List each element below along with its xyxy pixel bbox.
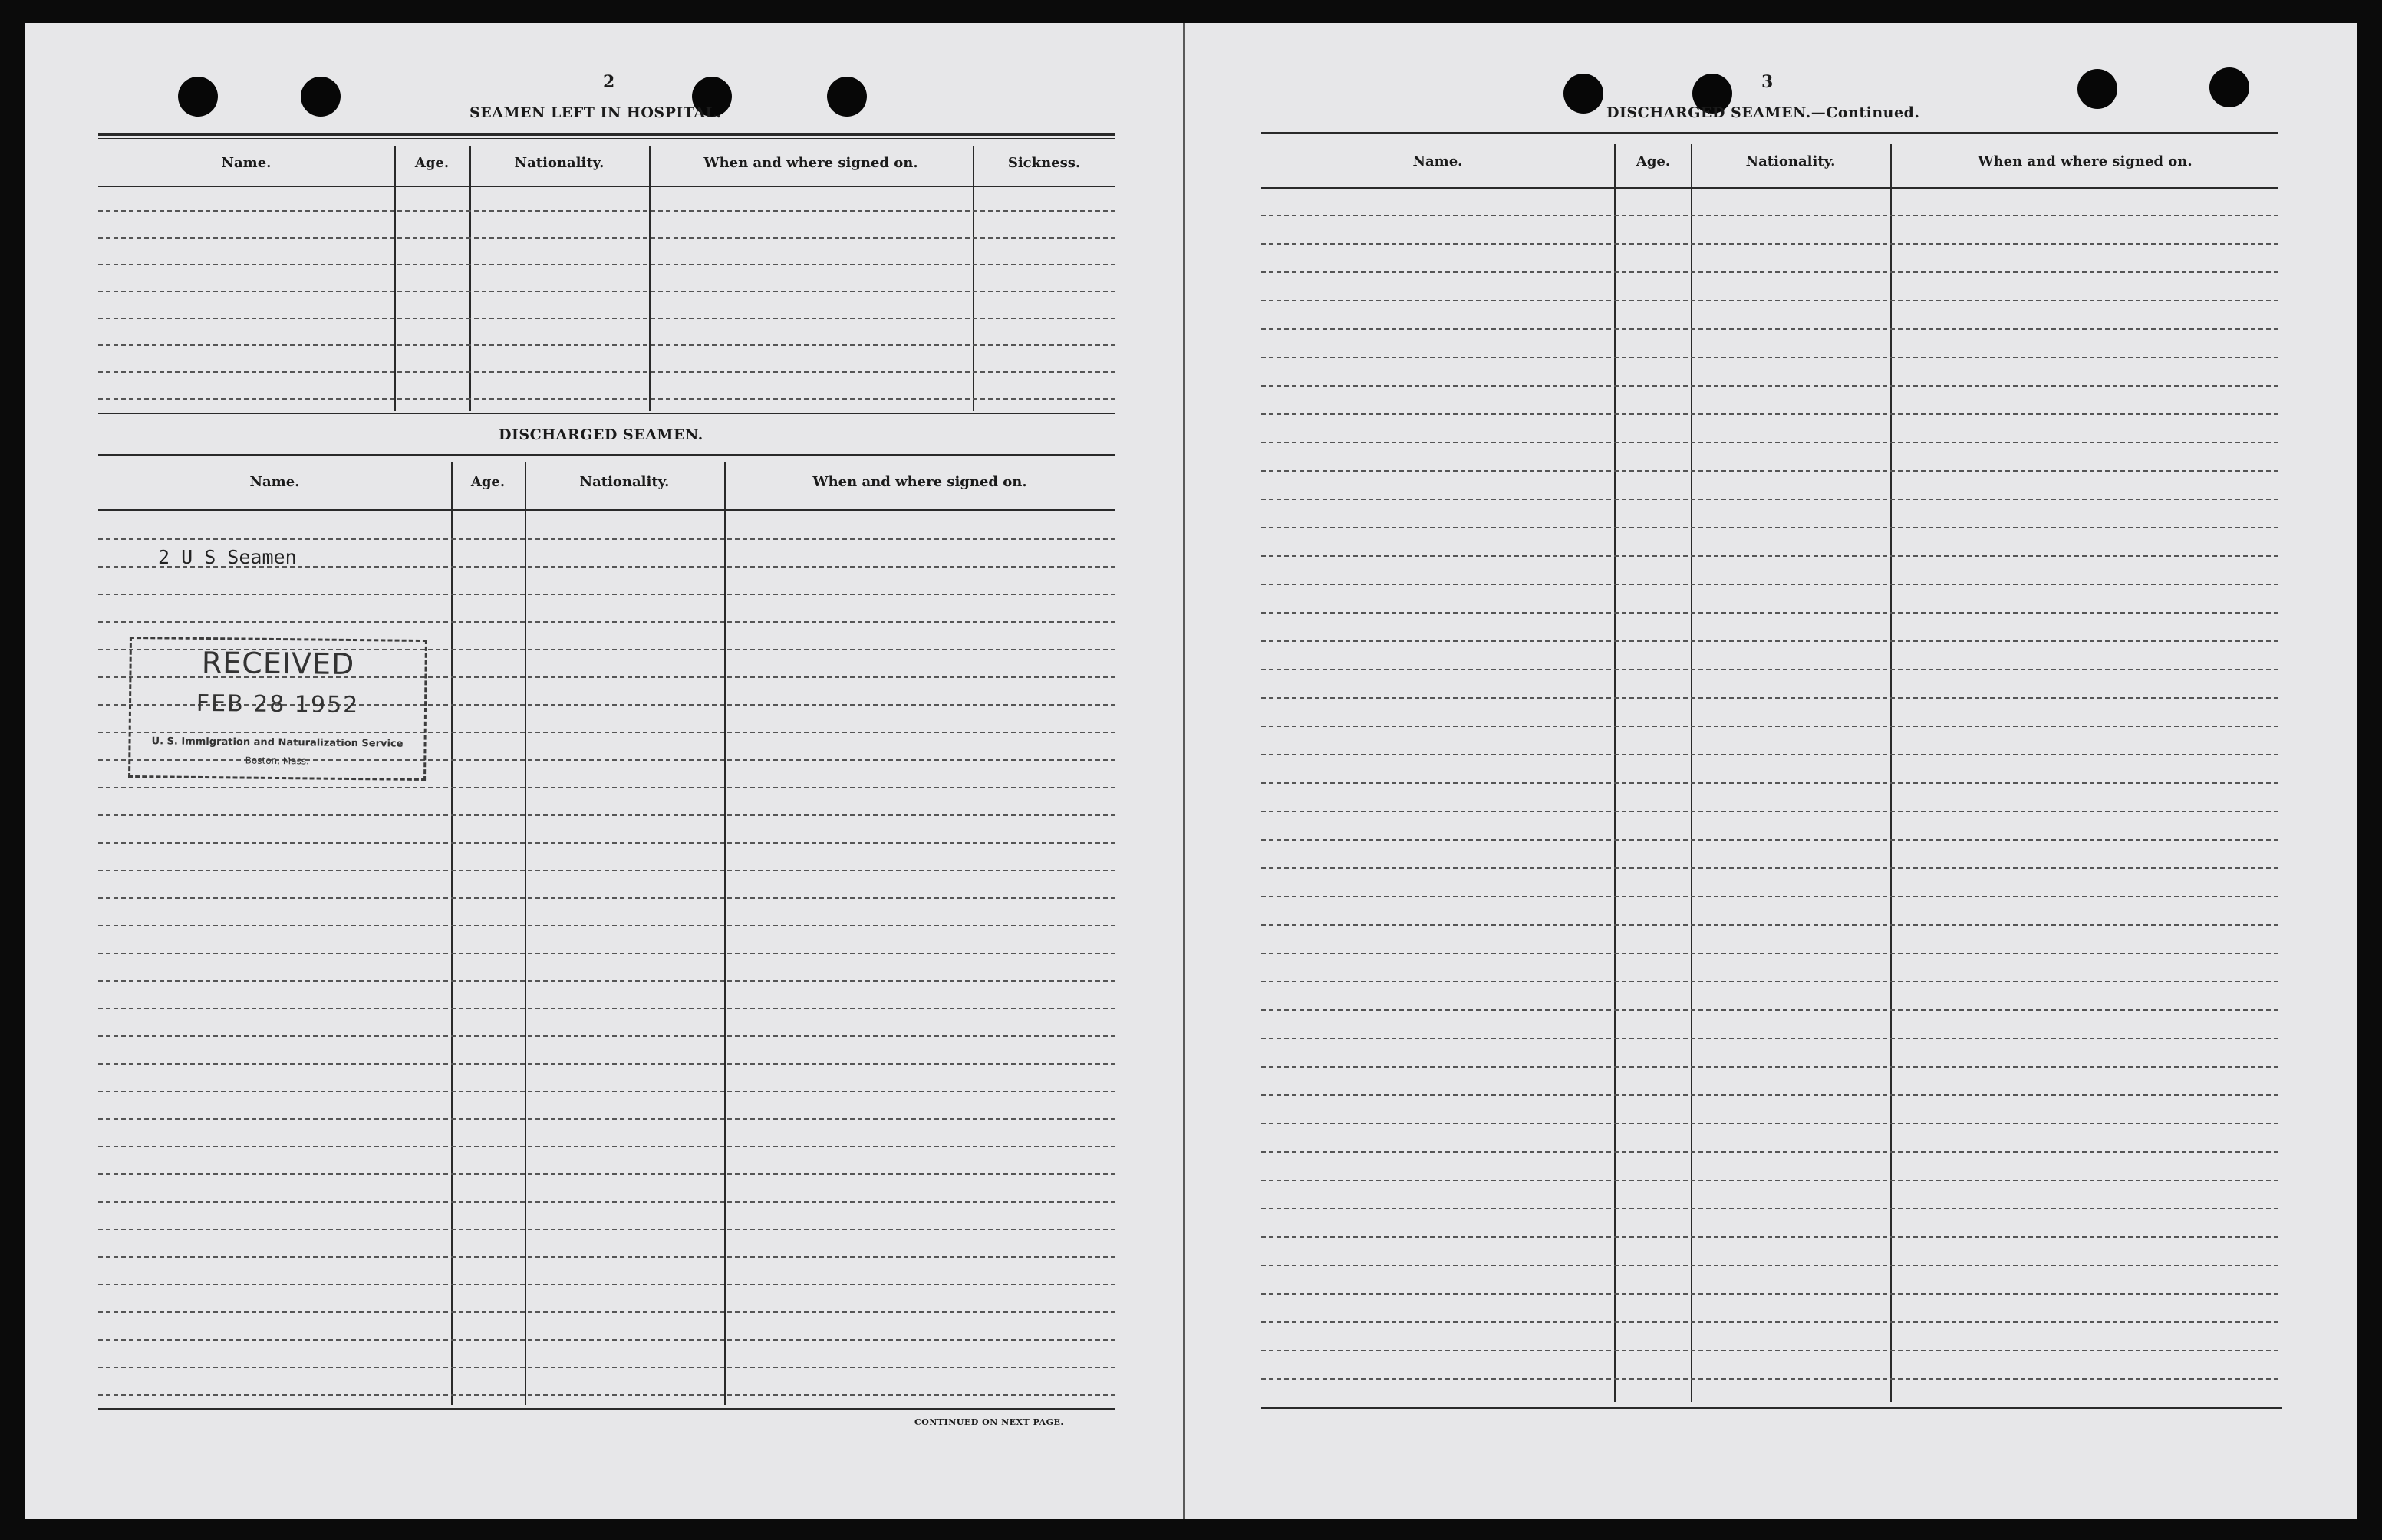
discharged-entry: 2 U S Seamen [158,546,297,568]
right-header-rule [1261,187,2278,189]
ruled-line [98,371,1115,373]
discharged-col-divider [451,462,453,1405]
ruled-line [1261,1066,2278,1068]
ruled-line [98,318,1115,319]
discharged-col-signed-on: When and where signed on. [812,474,1027,490]
ruled-line [98,870,1115,871]
ruled-line [98,621,1115,623]
ruled-line [1261,1180,2278,1181]
ruled-line [98,237,1115,239]
ruled-line [98,344,1115,346]
ruled-line [1261,584,2278,585]
ruled-line [1261,867,2278,869]
ruled-line [1261,896,2278,897]
punch-hole [2209,67,2249,107]
ruled-line [1261,413,2278,415]
ruled-line [1261,385,2278,387]
ruled-line [98,787,1115,788]
ruled-line [1261,924,2278,926]
ruled-line [1261,243,2278,245]
ruled-line [1261,669,2278,670]
ruled-line [1261,555,2278,557]
ruled-line [98,291,1115,292]
right-section-title: DISCHARGED SEAMEN.—Continued. [1606,104,1920,121]
right-col-divider [1691,144,1692,1402]
punch-hole [1563,74,1603,114]
hospital-bottom-rule [98,413,1115,414]
ruled-line [98,1201,1115,1203]
ruled-line [98,842,1115,844]
ruled-line [1261,697,2278,699]
right-top-rule [1261,132,2278,134]
hospital-section-title: SEAMEN LEFT IN HOSPITAL. [469,104,722,121]
discharged-bottom-rule [98,1408,1115,1410]
right-page-number: 3 [1761,72,1774,92]
ruled-line [1261,1208,2278,1209]
hospital-header-rule [98,186,1115,187]
ruled-line [1261,612,2278,614]
ruled-line [1261,357,2278,358]
ruled-line [1261,811,2278,812]
ruled-line [1261,1009,2278,1011]
ruled-line [98,210,1115,212]
ruled-line [98,1008,1115,1009]
right-bottom-rule [1261,1407,2282,1409]
ruled-line [1261,1123,2278,1124]
received-stamp [128,637,427,781]
right-col-nationality: Nationality. [1745,153,1836,169]
hospital-col-age: Age. [414,155,450,171]
hospital-top-rule-thin [98,138,1115,139]
ruled-line [98,814,1115,816]
hospital-col-signed-on: When and where signed on. [703,155,918,171]
ruled-line [1261,499,2278,500]
ruled-line [98,594,1115,595]
right-col-name: Name. [1412,153,1463,169]
ruled-line [1261,981,2278,982]
hospital-top-rule [98,133,1115,136]
ruled-line [98,897,1115,899]
ruled-line [98,264,1115,265]
ruled-line [98,925,1115,926]
punch-hole [827,77,867,117]
ruled-line [1261,1038,2278,1039]
ruled-line [98,538,1115,540]
ruled-line [1261,1265,2278,1266]
discharged-section-title: DISCHARGED SEAMEN. [499,426,703,443]
discharged-col-divider [724,462,726,1405]
punch-hole [301,77,341,117]
ruled-line [1261,1378,2278,1380]
ruled-line [1261,215,2278,216]
stamp-date: FEB 28 1952 [196,689,360,719]
ruled-line [1261,1094,2278,1096]
punch-hole [2077,69,2117,109]
discharged-col-divider [525,462,526,1405]
ruled-line [98,1284,1115,1285]
ruled-line [98,1091,1115,1092]
right-col-signed-on: When and where signed on. [1978,153,2193,169]
ruled-line [1261,1236,2278,1238]
ruled-line [1261,726,2278,727]
ruled-line [1261,1350,2278,1351]
ruled-line [1261,300,2278,301]
ruled-line [1261,271,2278,273]
ruled-line [1261,754,2278,755]
ruled-line [98,1394,1115,1396]
discharged-col-name: Name. [249,474,300,490]
ruled-line [98,1063,1115,1065]
ruled-line [98,1311,1115,1313]
stamp-agency: U. S. Immigration and Naturalization Service [151,735,404,750]
ruled-line [1261,328,2278,330]
punch-hole [178,77,218,117]
ruled-line [98,953,1115,954]
ruled-line [98,1146,1115,1147]
hospital-col-name: Name. [221,155,272,171]
discharged-col-nationality: Nationality. [579,474,670,490]
ruled-line [1261,470,2278,472]
ruled-line [98,398,1115,400]
hospital-col-sickness: Sickness. [1007,155,1081,171]
right-col-divider [1890,144,1892,1402]
ruled-line [1261,442,2278,443]
right-col-divider [1614,144,1616,1402]
ruled-line [98,1367,1115,1368]
ruled-line [1261,1321,2278,1323]
page-fold [1183,23,1185,1519]
ruled-line [98,980,1115,982]
discharged-col-age: Age. [470,474,506,490]
right-col-age: Age. [1636,153,1671,169]
ruled-line [98,1229,1115,1230]
left-page-number: 2 [603,72,615,92]
ruled-line [98,1173,1115,1175]
hospital-col-nationality: Nationality. [514,155,605,171]
ruled-line [1261,782,2278,784]
ruled-line [98,1035,1115,1037]
ruled-line [1261,953,2278,954]
ruled-line [98,1118,1115,1120]
stamp-received-text: RECEIVED [201,645,355,682]
discharged-top-rule [98,454,1115,456]
ruled-line [98,1256,1115,1258]
ruled-line [1261,839,2278,841]
ruled-line [1261,527,2278,528]
ruled-line [1261,1151,2278,1153]
discharged-header-rule [98,509,1115,511]
ruled-line [1261,640,2278,642]
ruled-line [1261,1293,2278,1295]
stamp-location: Boston, Mass. [245,755,309,767]
continued-footer: CONTINUED ON NEXT PAGE. [914,1417,1064,1427]
ruled-line [98,1339,1115,1341]
